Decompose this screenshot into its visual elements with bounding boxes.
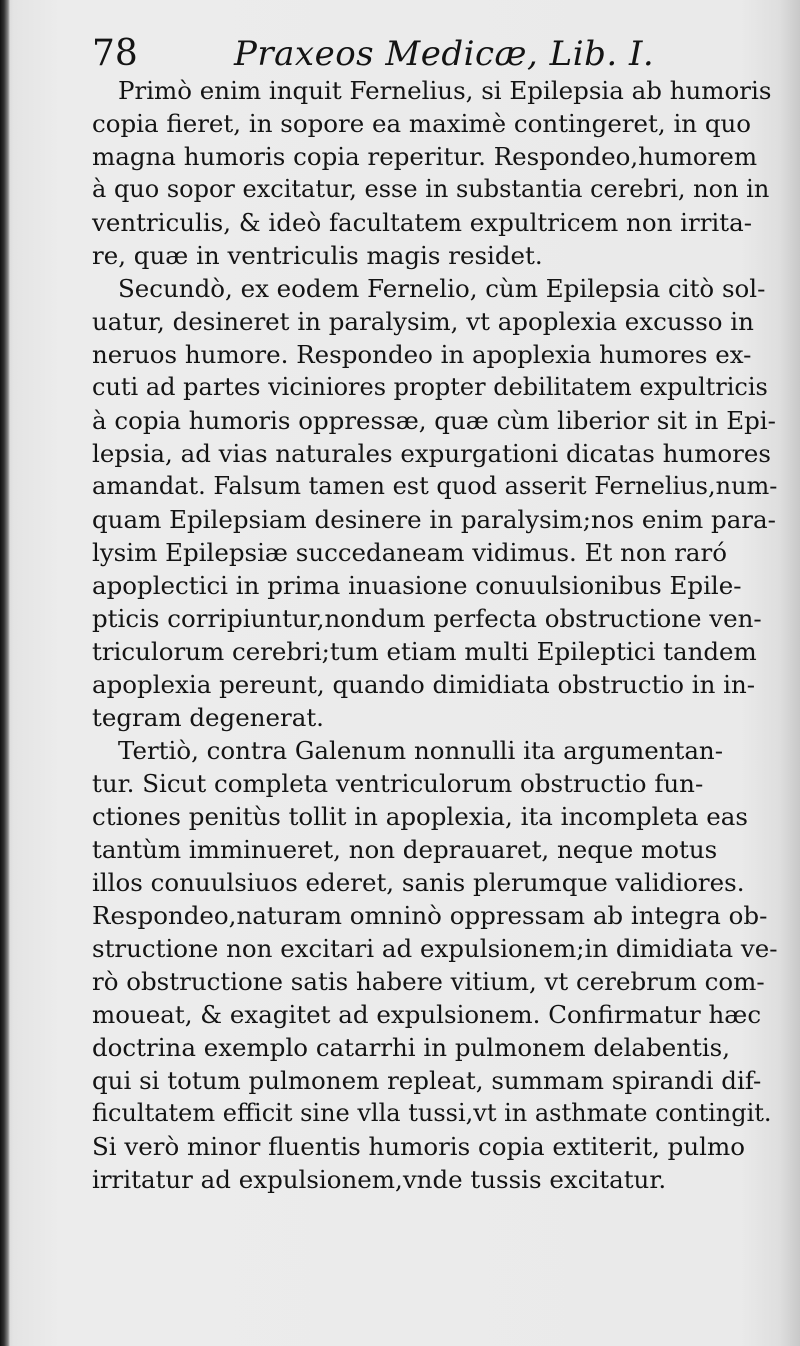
text-line: à quo sopor excitatur, esse in substantia cerebri, non in <box>92 175 770 203</box>
text-line: moueat, & exagitet ad expulsionem. Confirmatur hæc <box>92 1000 762 1029</box>
text-line: lepsia, ad vias naturales expurgationi dicatas humores <box>92 439 771 468</box>
running-head: Praxeos Medicæ, Lib. I. <box>234 34 655 74</box>
text-line: structione non excitari ad expulsionem;in dimidiata ve- <box>92 934 778 963</box>
text-line: apoplectici in prima inuasione conuulsionibus Epile- <box>92 571 742 600</box>
text-line: re, quæ in ventriculis magis residet. <box>92 241 543 270</box>
text-line: tegram degenerat. <box>92 703 324 732</box>
text-line: uatur, desineret in paralysim, vt apoplexia excusso in <box>92 307 754 336</box>
text-line: triculorum cerebri;tum etiam multi Epileptici tandem <box>92 637 757 666</box>
text-line: qui si totum pulmonem repleat, summam spirandi dif- <box>92 1066 762 1095</box>
text-line: rò obstructione satis habere vitium, vt cerebrum com- <box>92 967 765 996</box>
page-gutter-shadow <box>0 0 10 1346</box>
text-line: Primò enim inquit Fernelius, si Epilepsia ab humoris <box>118 76 772 105</box>
body-text <box>92 74 780 1196</box>
text-line: à copia humoris oppressæ, quæ cùm liberior sit in Epi- <box>92 406 776 435</box>
text-line: doctrina exemplo catarrhi in pulmonem delabentis, <box>92 1033 731 1062</box>
text-line: cuti ad partes viciniores propter debilitatem expultricis <box>92 373 768 401</box>
text-line: tantùm imminueret, non deprauaret, neque motus <box>92 835 718 864</box>
text-line: neruos humore. Respondeo in apoplexia humores ex- <box>92 340 752 369</box>
text-line: lysim Epilepsiæ succedaneam vidimus. Et non raró <box>92 538 727 567</box>
text-line: pticis corripiuntur,nondum perfecta obstructione ven- <box>92 604 762 633</box>
page-number: 78 <box>92 33 138 74</box>
text-line: irritatur ad expulsionem,vnde tussis excitatur. <box>92 1165 667 1194</box>
text-line: Si verò minor fluentis humoris copia extiterit, pulmo <box>92 1132 745 1161</box>
text-line: ventriculis, & ideò facultatem expultricem non irrita- <box>92 208 752 237</box>
text-line: apoplexia pereunt, quando dimidiata obstructio in in- <box>92 670 756 699</box>
text-line: Respondeo,naturam omninò oppressam ab integra ob- <box>92 901 768 930</box>
text-line: amandat. Falsum tamen est quod asserit Fernelius,num- <box>92 472 778 500</box>
text-line: Secundò, ex eodem Fernelio, cùm Epilepsia citò sol- <box>118 274 766 303</box>
text-line: ctiones penitùs tollit in apoplexia, ita incompleta eas <box>92 802 748 831</box>
text-line: ficultatem efficit sine vlla tussi,vt in asthmate contingit. <box>92 1099 772 1127</box>
text-line: magna humoris copia reperitur. Respondeo,humorem <box>92 142 758 171</box>
text-line: illos conuulsiuos ederet, sanis plerumque validiores. <box>92 868 745 897</box>
text-line: quam Epilepsiam desinere in paralysim;nos enim para- <box>92 505 776 534</box>
page-header <box>92 30 732 78</box>
text-line: Tertiò, contra Galenum nonnulli ita argumentan- <box>118 736 723 765</box>
text-line: copia fieret, in sopore ea maximè contingeret, in quo <box>92 109 752 138</box>
text-line: tur. Sicut completa ventriculorum obstructio fun- <box>92 769 704 798</box>
